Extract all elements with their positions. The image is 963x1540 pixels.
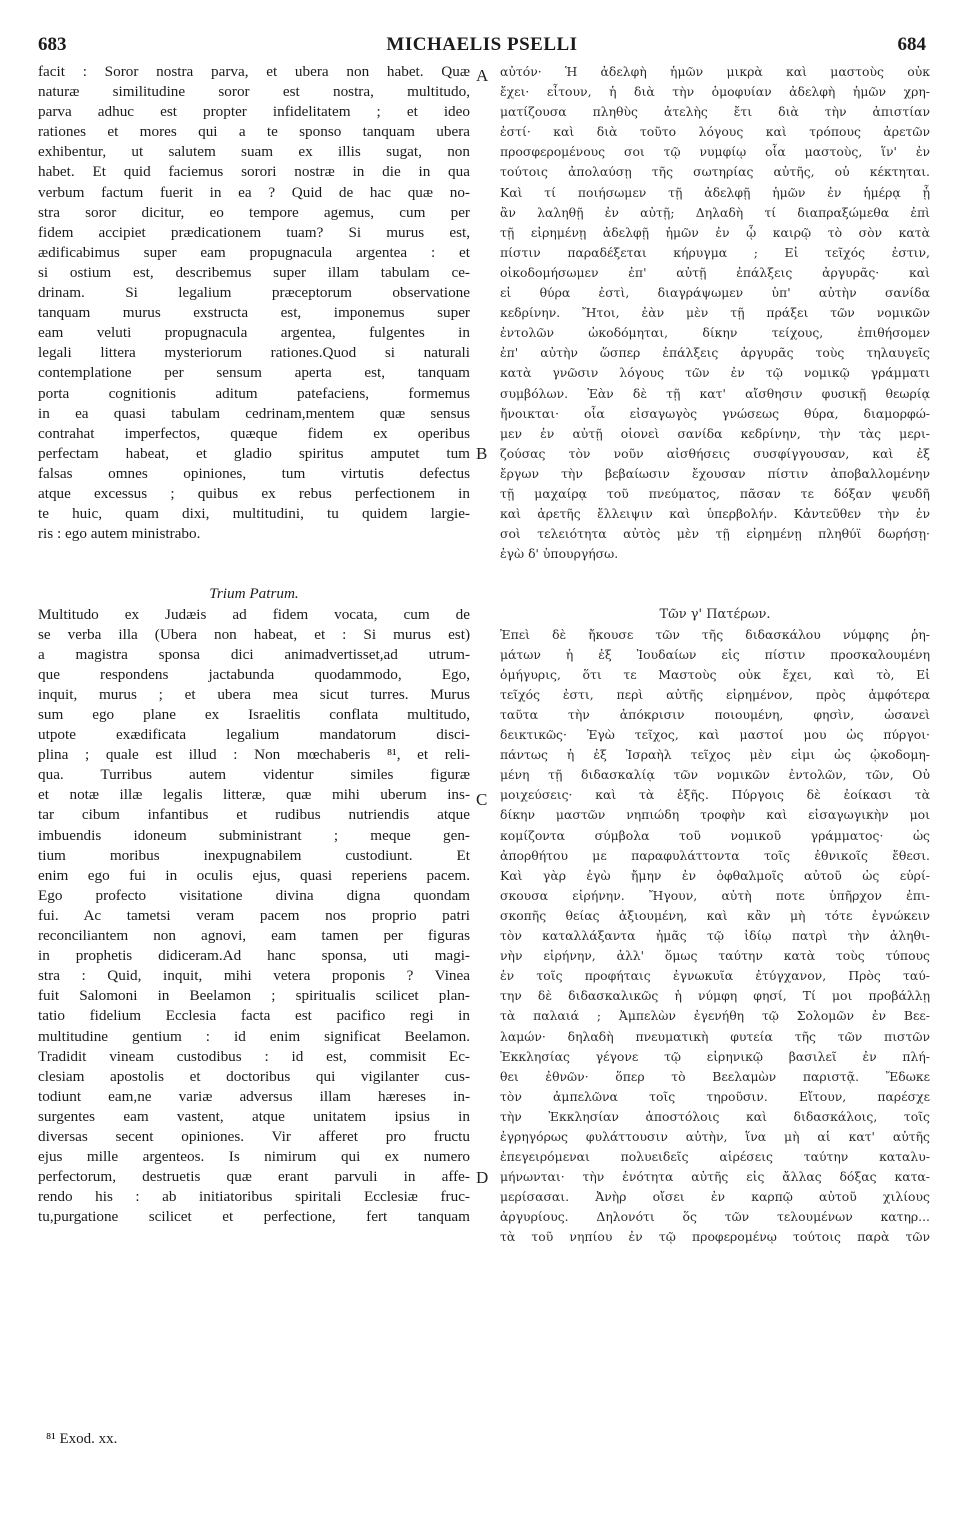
text-line: πάντως ἡ ἐξ Ἰσραὴλ τεῖχος μὲν εἰμι ὡς ᾠκοδομη- xyxy=(500,747,930,763)
text-line: τὰ τοῦ νηπίου ἐν τῷ προφερομένῳ τούτοις παρὰ τῶν xyxy=(500,1229,930,1245)
text-line: et notæ illæ legalis litteræ, quæ mihi uberum ins- xyxy=(38,786,470,804)
section-heading: Τῶν γ' Πατέρων. xyxy=(659,606,771,622)
text-line: verbum factum fuerit in ea ? Quid de hac quæ no- xyxy=(38,183,470,201)
text-line: τῇ μαχαίρᾳ τοῦ πνεύματος, πᾶσαν τε δόξαν ψευδῆ xyxy=(500,485,930,501)
text-line: sum ego plane ex Israelitis conflata multitudo, xyxy=(38,706,470,723)
text-line: rendo his : ab initiatoribus spiritali Ecclesiæ fruc- xyxy=(38,1188,470,1206)
text-line: πίστιν παραδέξεται κήρυγμα ; Εἰ τεῖχός ἐστιν, xyxy=(500,244,930,260)
text-line: in ea quasi tabulam cedrinam,mentem quæ sensus xyxy=(38,404,470,422)
text-line: clesiam apostolis et doctoribus qui vigilanter cus- xyxy=(38,1067,470,1085)
text-line: τεῖχός ἐστι, περὶ αὐτῆς εἰρημένον, πρὸς ἀμφότερα xyxy=(500,686,930,702)
text-line: μοιχεύσεις· καὶ τὰ ἑξῆς. Πύργοις δὲ ἐοίκασι τὰ xyxy=(500,787,930,803)
text-line: την δὲ διδασκαλικῶς ἡ νύμφη φησί, Τί μοι προβάλλῃ xyxy=(500,988,930,1004)
text-line: se verba illa (Ubera non habeat, et : Si murus est) xyxy=(38,625,470,643)
text-line: imbuendis idoneum subministrant ; meque gen- xyxy=(38,826,470,844)
text-line: τὰ παλαιά ; Ἀμπελὼν ἐγενήθη τῷ Σολομῶν ἐν Βεε- xyxy=(500,1008,930,1024)
text-line: inquit, murus ; et ubera mea sicut turres. Murus xyxy=(38,685,470,703)
text-line: surgentes eam vastent, atque unitatem ipsius in xyxy=(38,1107,470,1125)
text-line: ἀργυρίους. Δηλονότι ὅς τῶν τελουμένων κατηρ... xyxy=(500,1209,930,1225)
text-line: ἐπ' αὐτὴν ὥσπερ ἐπάλξεις ἀργυρᾶς τοὺς τηλαυγεῖς xyxy=(500,345,930,361)
text-line: τούτοις ἀπολαύσῃ τῆς σωτηρίας αὐτῆς, οὐ κέκτηται. xyxy=(500,164,930,180)
text-line: contemplatione per sensum aperta est, tanquam xyxy=(38,364,470,382)
text-line: συμβόλων. Ἐὰν δὲ τῇ κατ' αἴσθησιν φυσικῇ θεωρίᾳ xyxy=(500,385,930,401)
text-line: μεν ἐν αὐτῇ οἱονεὶ σανίδα κεδρίνην, τὴν τὰς μερι- xyxy=(500,425,930,441)
text-line: μερίσασαι. Ἀνὴρ οἴσει ἐν καρπῷ αὐτοῦ χιλίους xyxy=(500,1189,930,1205)
text-line: Ἐκκλησίας γέγονε τῷ εἰρηνικῷ βασιλεῖ ἐν πλή- xyxy=(500,1048,930,1064)
text-line: ματίζουσα πληθὺς ἀτελὴς ἔτι διὰ τὴν ἀπιστίαν xyxy=(500,104,930,120)
text-line: legali littera mysteriorum rationes.Quod si naturali xyxy=(38,344,470,362)
text-line: rationes et mores qui a te sponso tanquam ubera xyxy=(38,123,470,141)
text-line: facit : Soror nostra parva, et ubera non habet. Quæ xyxy=(38,63,470,80)
spacer xyxy=(38,564,470,584)
text-line: οἰκοδομήσωμεν ἐπ' αὐτῇ ἐπάλξεις ἀργυρᾶς· καὶ xyxy=(500,264,930,280)
margin-marker-b: B xyxy=(476,444,488,463)
page-header xyxy=(38,34,926,60)
text-line: perfectam habeat, et gladio spiritus amputet tum xyxy=(38,444,470,462)
greek-column xyxy=(500,62,930,1248)
text-line: κομίζοντα σύμβολα τοῦ νομικοῦ γράμματος· ὡς xyxy=(500,827,930,843)
text-line: fui. Ac tametsi veram pacem nos proprio patri xyxy=(38,906,470,924)
text-line: κατὰ γνῶσιν λόγους τῶν ἐν τῷ νομικῷ γράμματι xyxy=(500,365,930,381)
margin-marker-c: C xyxy=(476,790,488,809)
text-line: εἰ θύρα ἐστὶ, διαγράψωμεν ὑπ' αὐτὴν σανίδα xyxy=(500,285,930,301)
text-line: τὸν ἀμπελῶνα τοῖς τηροῦσιν. Εἴτουν, παρέσχε xyxy=(500,1088,930,1104)
text-line: σκουσα εἰρήνην. Ἤγουν, αὐτὴ ποτε ὑπῆρχον ἐπι- xyxy=(500,887,930,903)
text-line: λαμών· δηλαδὴ πνευματικὴ φυτεία τῆς τῶν πιστῶν xyxy=(500,1028,930,1044)
text-line: τὴν Ἐκκλησίαν ἀποστόλοις καὶ διδασκάλοις, τοῖς xyxy=(500,1108,930,1124)
text-line: tatio fidelium Ecclesia facta est pacifico regi in xyxy=(38,1007,470,1025)
spacer xyxy=(500,584,930,604)
text-line: eam veluti propugnacula argentea, fulgentes in xyxy=(38,324,470,342)
text-line: falsas omnes opiniones, tum virtutis defectus xyxy=(38,464,470,482)
text-line: Καὶ τί ποιήσωμεν τῇ ἀδελφῇ ἡμῶν ἐν ἡμέρᾳ ᾗ xyxy=(500,184,930,200)
text-line: tium moribus inexpugnabilem custodiunt. Et xyxy=(38,846,470,864)
text-line: ædificabimus super eam propugnacula argentea : et xyxy=(38,243,470,261)
section-heading: Trium Patrum. xyxy=(209,585,299,603)
text-line: τῇ εἰρημένῃ ἀδελφῇ ἡμῶν ἐν ᾧ καιρῷ τὸ σὸν κατὰ xyxy=(500,224,930,240)
text-line: μήνωνται· τὴν ἑνότητα αὐτῆς εἰς ἄλλας δόξας κατα- xyxy=(500,1169,930,1185)
text-line: que respondens jactabunda quodammodo, Ego, xyxy=(38,665,470,683)
text-line: ὁμήγυρις, ὅτι τε Μαστοὺς οὐκ ἔχει, καὶ τὸ, Εἰ xyxy=(500,666,930,682)
text-line: τὸν καταλλάξαντα ἡμᾶς τῷ ἰδίῳ πατρὶ τὴν ἀληθι- xyxy=(500,928,930,944)
text-line: Multitudo ex Judæis ad fidem vocata, cum de xyxy=(38,605,470,623)
text-line: te huic, quam dixi, multitudini, tu quidem largie- xyxy=(38,505,470,523)
text-line: perfectorum, destruetis quæ erant parvuli in affe- xyxy=(38,1168,470,1186)
margin-marker-a: A xyxy=(476,66,489,85)
text-line: ἤνοικται· οἷα εἰσαγωγὸς γνώσεως θύρα, διαμορφώ- xyxy=(500,405,930,421)
text-line: todiunt eam,ne variæ adversus illam hæreses in- xyxy=(38,1087,470,1105)
text-line: multitudine gentium : id enim significat Beelamon. xyxy=(38,1027,470,1045)
text-line: a magistra sponsa dici animadvertisset,ad utrum- xyxy=(38,645,470,663)
spacer xyxy=(500,564,930,584)
text-line: utpote exædificata legalium mandatorum disci- xyxy=(38,726,470,744)
text-line: σοὶ τελειότητα αὐτὸς μὲν τῇ εἰρημένῃ πληθύϊ δωρήσῃ· xyxy=(500,526,930,542)
spacer xyxy=(38,544,470,564)
text-line: μένη τῇ διδασκαλίᾳ τῶν νομικῶν ἐντολῶν, τῶν, Οὐ xyxy=(500,767,930,783)
text-line: δίκην μαστῶν νηπιώδη τροφὴν καὶ εἰσαγωγικὴν μοι xyxy=(500,807,930,823)
text-line: in prophetis didiceram.Ad hanc sponsa, uti magi- xyxy=(38,947,470,965)
text-line: drinam. Si legalium præceptorum observatione xyxy=(38,284,470,302)
text-line: contrahat imperfectos, quæque fidem ex operibus xyxy=(38,424,470,442)
latin-column xyxy=(38,62,470,1227)
text-line: reconciliantem non agnovi, eam tamen per figuras xyxy=(38,927,470,945)
text-line: diversas secent opiniones. Vir afferet pro fructu xyxy=(38,1127,470,1145)
text-line: si ostium est, describemus super illam tabulam ce- xyxy=(38,263,470,281)
text-line: ἀπορθήτου με παραφυλάττοντα τοῖς ἐθνικοῖς ἔθεσι. xyxy=(500,847,930,863)
text-line: καὶ ἀρετῆς ἔλλειψιν καὶ ὑπερβολήν. Κἀντεῦθεν τὴν ἐν xyxy=(500,506,930,522)
text-line: porta cognitionis aditum patefaciens, formemus xyxy=(38,384,470,402)
text-line: δεικτικῶς· Ἐγὼ τεῖχος, καὶ μαστοί μου ὡς πύργοι· xyxy=(500,727,930,743)
text-line: ζούσας τὸν νοῦν αἰσθήσεις συσφίγγουσαν, καὶ ἐξ xyxy=(500,445,930,461)
text-line: ἔχει· εἶτουν, ἡ διὰ τὴν ὁμοφυίαν ἀδελφὴ ἡμῶν χρη- xyxy=(500,84,930,100)
margin-marker-d: D xyxy=(476,1168,489,1187)
text-line: αὐτόν· Ἡ ἀδελφὴ ἡμῶν μικρὰ καὶ μαστοὺς οὐκ xyxy=(500,64,930,79)
text-line: exhibentur, ut salutem suam ex illis sugat, non xyxy=(38,143,470,161)
text-line: ἐγὼ δ' ὑπουργήσω. xyxy=(500,546,619,562)
text-line: tar cibum infantibus et rudibus nutriendis atque xyxy=(38,806,470,824)
text-line: stra soror dicitur, eo tempore agemus, cum per xyxy=(38,203,470,221)
text-line: stra : Quid, inquit, mihi vetera proponis ? Vinea xyxy=(38,967,470,985)
text-line: tu,purgatione scilicet et perfectione, fert tanquam xyxy=(38,1208,470,1226)
text-line: προσφερομένους σοι τῷ νυμφίῳ οἷα μαστοὺς, ἵν' ἐν xyxy=(500,144,930,160)
text-line: ἔργων τὴν βεβαίωσιν ἔχουσαν πίστιν ἀποβαλλομένην xyxy=(500,465,930,481)
text-line: Tradidit vineam custodibus : id est, commisit Ec- xyxy=(38,1047,470,1065)
text-line: ἂν λαληθῇ ἐν αὐτῇ; Δηλαδὴ τί διαπραξώμεθα ἐπὶ xyxy=(500,204,930,220)
text-line: ταῦτα τὴν ἀπόκρισιν ποιουμένη, φησὶν, ὡσανεὶ xyxy=(500,707,930,722)
text-line: κεδρίνην. Ἤτοι, ἐὰν μὲν τῇ πράξει τῶν νομικῶν xyxy=(500,305,930,321)
text-line: qua. Turribus autem videntur similes figuræ xyxy=(38,766,470,784)
text-line: Ego profecto visitatione divina digna quondam xyxy=(38,886,470,904)
footnote: ⁸¹ Exod. xx. xyxy=(46,1431,118,1447)
text-line: ἐντολῶν ὠκοδόμηται, δίκην τείχους, ἐπιθήσομεν xyxy=(500,325,930,341)
text-line: νὴν εἰρήνην, ἀλλ' ὅμως ταύτην κατὰ τοὺς τύπους xyxy=(500,948,930,964)
text-line: parva adhuc est propter infidelitatem ; et ideo xyxy=(38,103,470,121)
text-line: ἐστί· καὶ διὰ τοῦτο λόγους καὶ τρόπους ἀρετῶν xyxy=(500,124,930,140)
text-line: enim ego fui in oculis ejus, quasi reperiens pacem. xyxy=(38,866,470,884)
text-line: ejus mille argenteos. Is nimirum qui ex numero xyxy=(38,1148,470,1166)
left-page-number: 683 xyxy=(38,34,67,55)
text-line: ris : ego autem ministrabo. xyxy=(38,525,201,543)
right-page-number: 684 xyxy=(897,34,926,55)
text-line: atque excessus ; quibus ex rebus perfectionem in xyxy=(38,484,470,502)
text-line: habet. Et quid faciemus sorori nostræ in die in qua xyxy=(38,163,470,181)
text-line: μάτων ἡ ἐξ Ἰουδαίων εἰς πίστιν προσκαλουμένη xyxy=(500,646,930,662)
text-line: ἐγρηγόρως φυλάττουσιν αὐτὴν, ἵνα μὴ αἱ κατ' αὐτῆς xyxy=(500,1128,930,1144)
text-line: Καὶ γὰρ ἐγὼ ἤμην ἐν ὀφθαλμοῖς αὐτοῦ ὡς εὑρί- xyxy=(500,867,930,883)
running-title: MICHAELIS PSELLI xyxy=(386,34,578,55)
text-line: ἐπεγειρόμεναι πολυειδεῖς αἱρέσεις ταύτην καταλυ- xyxy=(500,1149,930,1165)
text-line: θει ἐθνῶν· ὅπερ τὸ Βεελαμὼν παριστᾷ. Ἔδωκε xyxy=(500,1068,930,1084)
text-line: fidem accipiet prædicationem tuam? Si murus est, xyxy=(38,223,470,241)
text-line: plina ; quale est illud : Non mœchaberis ⁸¹, et reli- xyxy=(38,746,470,764)
text-line: fuit Salomoni in Beelamon ; spiritualis scilicet plan- xyxy=(38,987,470,1005)
text-line: ἐν τοῖς προφήταις ἐγνωκυῖα ἐτύγχανον, Πρὸς ταύ- xyxy=(500,968,930,984)
text-line: tanquam murus exstructa est, imponemus super xyxy=(38,304,470,322)
text-line: naturæ similitudine soror est nostra, multitudo, xyxy=(38,83,470,101)
text-line: σκοπῆς θείας ἀξιουμένη, καὶ κἂν μὴ τότε ἐγνώκειν xyxy=(500,907,930,923)
text-line: Ἐπεὶ δὲ ἤκουσε τῶν τῆς διδασκάλου νύμφης ῥη- xyxy=(500,626,930,642)
